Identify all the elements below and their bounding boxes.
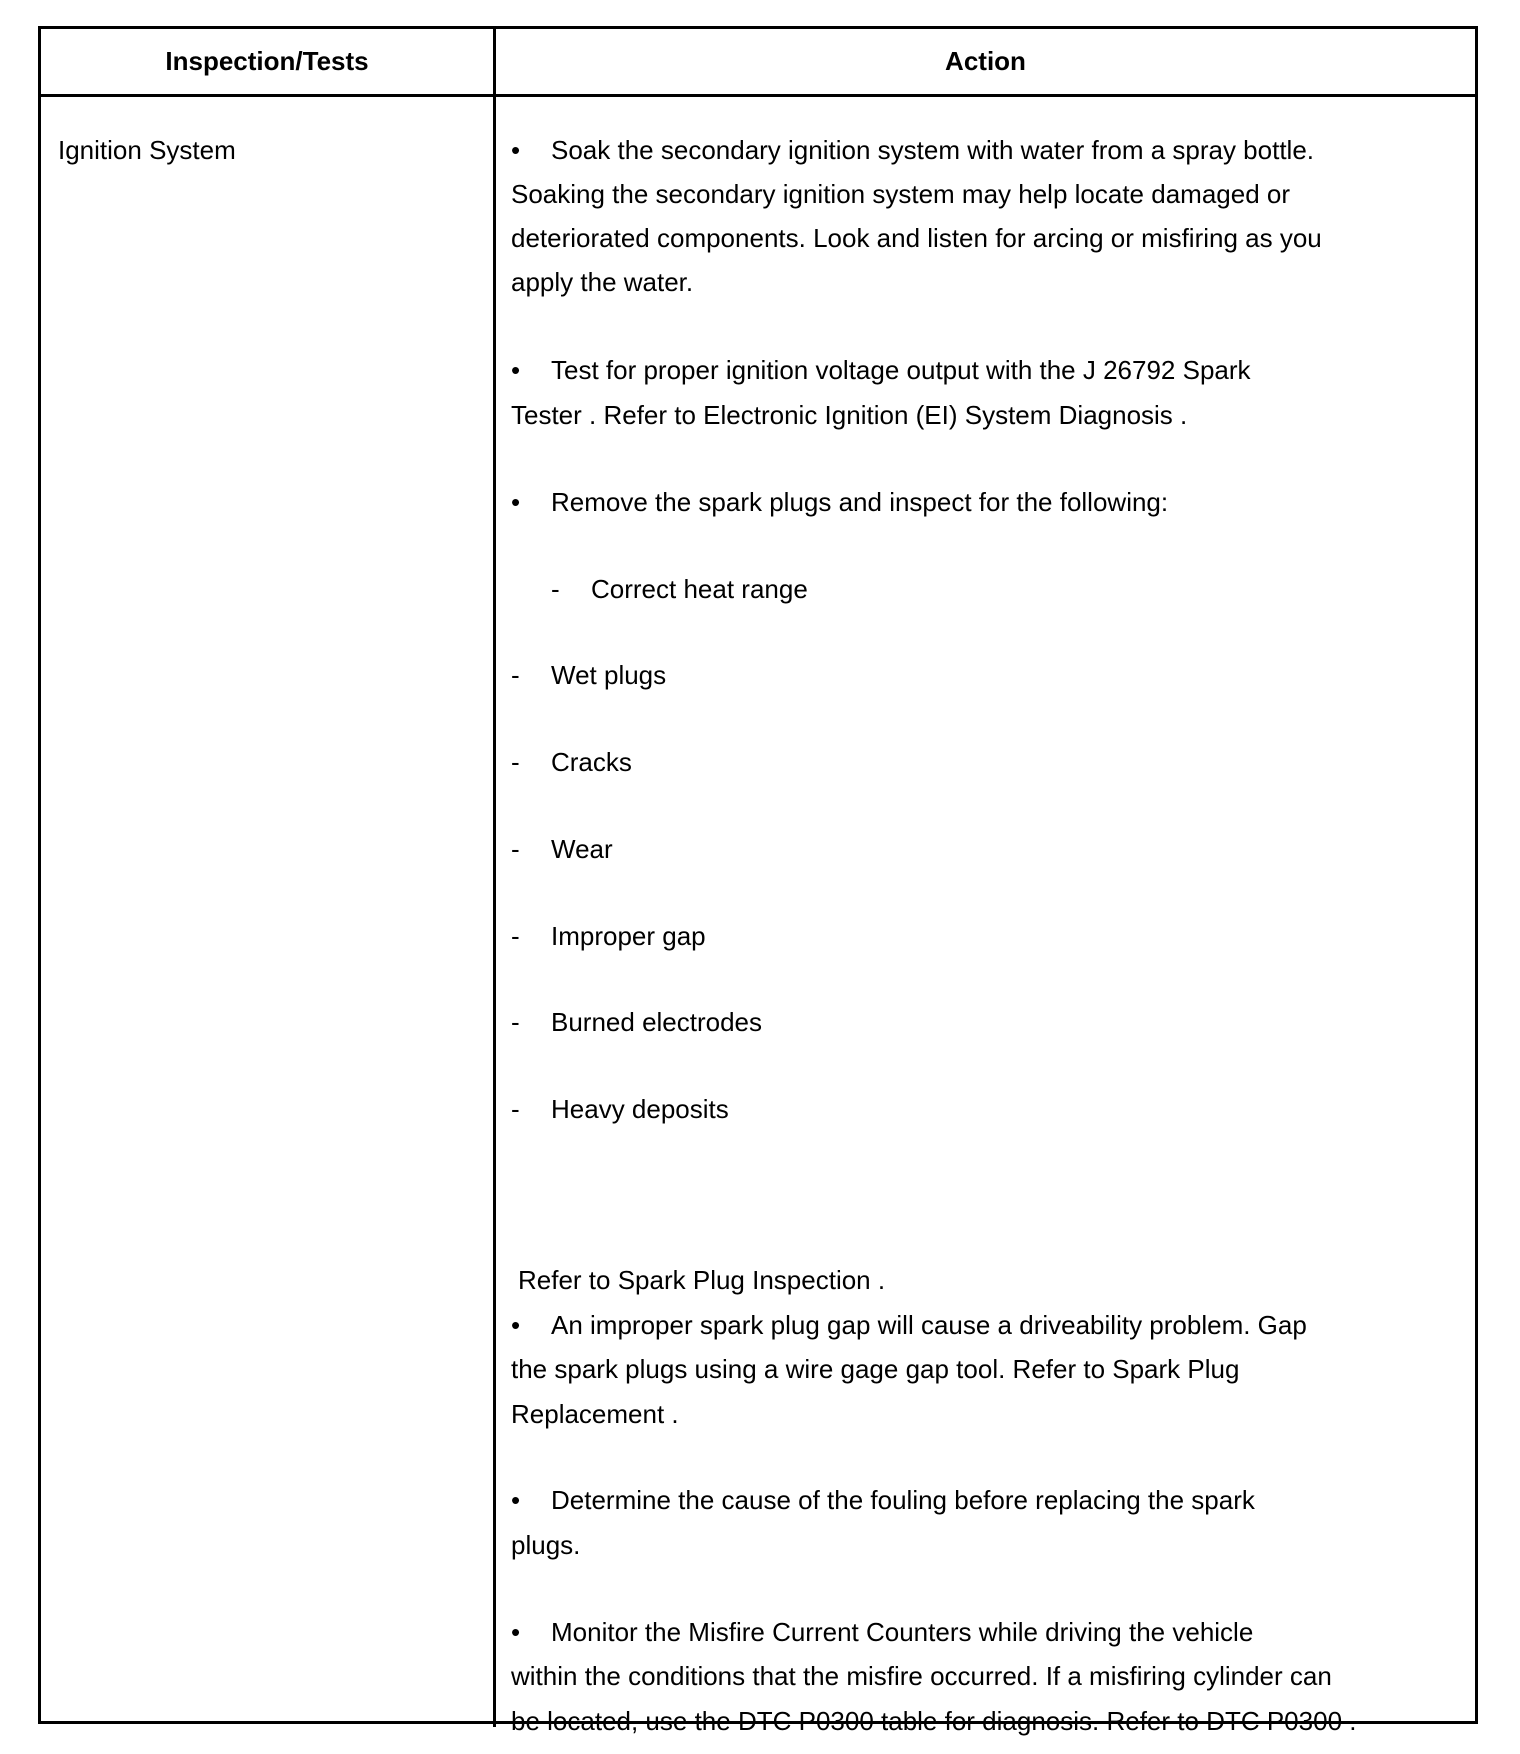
list-item: - Correct heat range <box>551 574 808 604</box>
list-item: - Heavy deposits <box>511 1094 729 1124</box>
header-action: Action <box>945 46 1026 76</box>
dash-icon: - <box>511 921 520 951</box>
action-line: within the conditions that the misfire occurred. If a misfiring cylinder can <box>511 1661 1332 1691</box>
action-line: Soaking the secondary ignition system may help locate damaged or <box>511 179 1290 209</box>
list-item: - Wear <box>511 834 613 864</box>
bullet-icon: • <box>511 1310 521 1340</box>
action-line: Refer to Spark Plug Inspection . <box>518 1265 886 1295</box>
dash-icon: - <box>511 1007 520 1037</box>
bullet-icon: • <box>511 487 521 517</box>
action-line: plugs. <box>511 1530 581 1560</box>
dash-icon: - <box>551 574 560 604</box>
dash-icon: - <box>511 834 520 864</box>
inspection-table <box>38 26 1478 1736</box>
list-item: - Burned electrodes <box>511 1007 763 1037</box>
list-item: - Improper gap <box>511 921 706 951</box>
bullet-icon: • <box>511 135 521 165</box>
bullet-icon: • <box>511 1617 521 1647</box>
dash-icon: - <box>511 747 520 777</box>
list-item: - Wet plugs <box>511 660 667 690</box>
action-line: be located, use the DTC P0300 table for diagnosis. Refer to DTC P0300 . <box>511 1706 1357 1736</box>
list-item: - Cracks <box>511 747 632 777</box>
bullet-icon: • <box>511 355 521 385</box>
action-line: • An improper spark plug gap will cause a driveability problem. Gap <box>511 1310 1307 1340</box>
bullet-icon: • <box>511 1485 521 1515</box>
header-divider <box>41 94 1475 97</box>
action-line: • Test for proper ignition voltage output with the J 26792 Spark <box>511 355 1251 385</box>
column-divider <box>493 29 496 1727</box>
action-line: • Determine the cause of the fouling before replacing the spark <box>511 1485 1255 1515</box>
action-line: apply the water. <box>511 267 694 297</box>
action-line: Tester . Refer to Electronic Ignition (EI) System Diagnosis . <box>511 400 1188 430</box>
action-line: • Soak the secondary ignition system with water from a spray bottle. <box>511 135 1315 165</box>
action-line: • Remove the spark plugs and inspect for the following: <box>511 487 1169 517</box>
action-line: Replacement . <box>511 1399 679 1429</box>
inspection-cell: Ignition System <box>58 135 236 165</box>
action-line: deteriorated components. Look and listen for arcing or misfiring as you <box>511 223 1322 253</box>
dash-icon: - <box>511 1094 520 1124</box>
dash-icon: - <box>511 660 520 690</box>
action-line: the spark plugs using a wire gage gap tool. Refer to Spark Plug <box>511 1354 1240 1384</box>
action-line: • Monitor the Misfire Current Counters while driving the vehicle <box>511 1617 1254 1647</box>
header-inspection: Inspection/Tests <box>165 46 369 76</box>
